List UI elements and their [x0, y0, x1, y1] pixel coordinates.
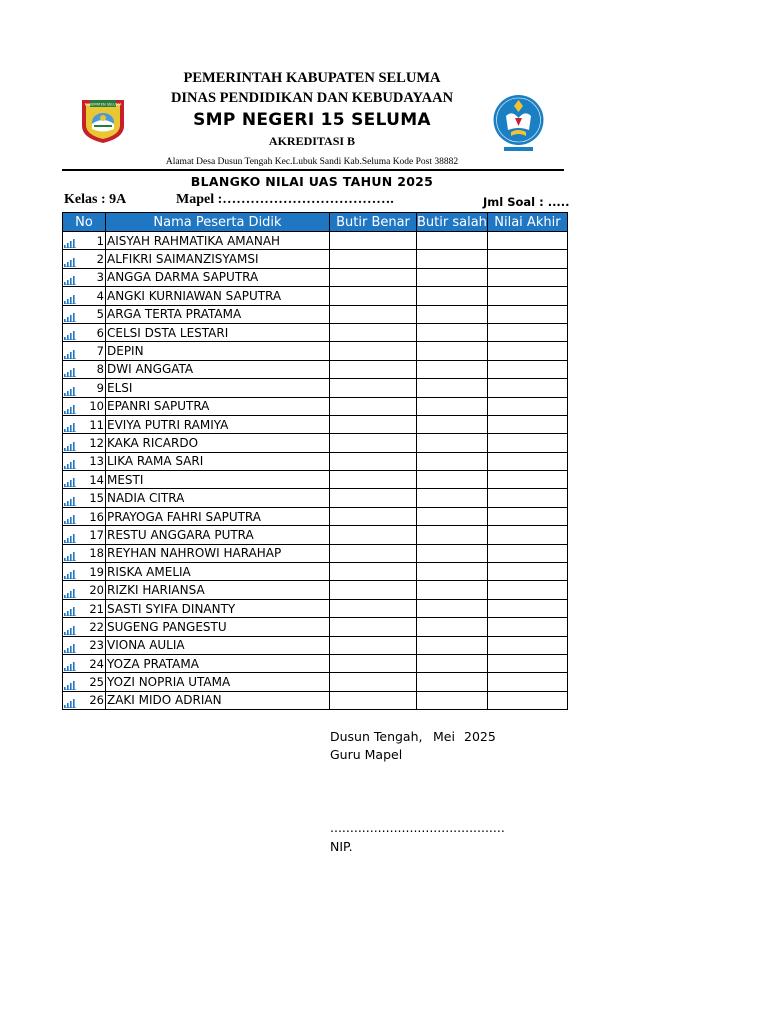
table-body: [63, 232, 568, 710]
cell-no: [63, 581, 106, 599]
cell-no: [63, 599, 106, 617]
row-number: 13: [89, 454, 104, 469]
cell-correct[interactable]: [330, 526, 417, 544]
cell-student-name: RESTU ANGGARA PUTRA: [106, 526, 330, 544]
row-number: 4: [96, 288, 104, 303]
table-row: [63, 526, 568, 544]
cell-no: [63, 691, 106, 709]
cell-wrong[interactable]: [417, 489, 488, 507]
cell-student-name: KAKA RICARDO: [106, 434, 330, 452]
cell-final-score[interactable]: [487, 360, 567, 378]
cell-student-name: EPANRI SAPUTRA: [106, 397, 330, 415]
cell-final-score[interactable]: [487, 379, 567, 397]
cell-student-name: PRAYOGA FAHRI SAPUTRA: [106, 507, 330, 525]
cell-correct[interactable]: [330, 599, 417, 617]
class-label: Kelas : 9A: [64, 192, 127, 207]
cell-correct[interactable]: [330, 691, 417, 709]
row-number: 8: [96, 362, 104, 377]
cell-correct[interactable]: [330, 544, 417, 562]
cell-wrong[interactable]: [417, 544, 488, 562]
cell-correct[interactable]: [330, 563, 417, 581]
cell-student-name: ARGA TERTA PRATAMA: [106, 305, 330, 323]
bar-signal-icon: [64, 624, 76, 635]
bar-signal-icon: [64, 642, 76, 653]
cell-wrong[interactable]: [417, 471, 488, 489]
table-row: [63, 305, 568, 323]
cell-student-name: SUGENG PANGESTU: [106, 618, 330, 636]
cell-wrong[interactable]: [417, 599, 488, 617]
bar-signal-icon: [64, 311, 76, 322]
cell-correct[interactable]: [330, 287, 417, 305]
signature-place: Dusun Tengah,: [330, 729, 423, 744]
table-row: [63, 489, 568, 507]
row-number: 9: [96, 380, 104, 395]
cell-final-score[interactable]: [487, 581, 567, 599]
cell-correct[interactable]: [330, 434, 417, 452]
cell-final-score[interactable]: [487, 268, 567, 286]
row-number: 12: [89, 435, 104, 450]
cell-correct[interactable]: [330, 452, 417, 470]
row-number: 14: [89, 472, 104, 487]
row-number: 2: [96, 252, 104, 267]
table-row: [63, 397, 568, 415]
cell-student-name: DEPIN: [106, 342, 330, 360]
bar-signal-icon: [64, 513, 76, 524]
cell-no: [63, 636, 106, 654]
cell-no: [63, 563, 106, 581]
cell-student-name: REYHAN NAHROWI HARAHAP: [106, 544, 330, 562]
cell-wrong[interactable]: [417, 563, 488, 581]
header-divider: [62, 169, 564, 171]
column-header-wrong: Butir salah: [417, 214, 487, 230]
cell-final-score[interactable]: [487, 618, 567, 636]
table-row: [63, 323, 568, 341]
cell-final-score[interactable]: [487, 691, 567, 709]
grade-table: [62, 212, 568, 710]
cell-final-score[interactable]: [487, 232, 567, 250]
cell-final-score[interactable]: [487, 507, 567, 525]
cell-no: [63, 268, 106, 286]
cell-wrong[interactable]: [417, 415, 488, 433]
cell-student-name: SASTI SYIFA DINANTY: [106, 599, 330, 617]
bar-signal-icon: [64, 403, 76, 414]
cell-no: [63, 323, 106, 341]
bar-signal-icon: [64, 329, 76, 340]
cell-correct[interactable]: [330, 673, 417, 691]
cell-wrong[interactable]: [417, 507, 488, 525]
cell-student-name: AISYAH RAHMATIKA AMANAH: [106, 232, 330, 250]
bar-signal-icon: [64, 458, 76, 469]
cell-no: [63, 379, 106, 397]
cell-no: [63, 250, 106, 268]
row-number: 19: [89, 564, 104, 579]
bar-signal-icon: [64, 532, 76, 543]
table-row: [63, 287, 568, 305]
cell-wrong[interactable]: [417, 397, 488, 415]
cell-wrong[interactable]: [417, 379, 488, 397]
cell-no: [63, 489, 106, 507]
cell-final-score[interactable]: [487, 489, 567, 507]
department-title: DINAS PENDIDIKAN DAN KEBUDAYAAN: [170, 90, 454, 106]
cell-student-name: RIZKI HARIANSA: [106, 581, 330, 599]
row-number: 5: [96, 307, 104, 322]
table-header-row: [63, 213, 568, 232]
cell-student-name: ANGGA DARMA SAPUTRA: [106, 268, 330, 286]
bar-signal-icon: [64, 237, 76, 248]
cell-no: [63, 232, 106, 250]
cell-wrong[interactable]: [417, 673, 488, 691]
cell-final-score[interactable]: [487, 526, 567, 544]
subject-label: Mapel :……………………………….: [176, 192, 394, 207]
cell-student-name: YOZA PRATAMA: [106, 654, 330, 672]
cell-student-name: EVIYA PUTRI RAMIYA: [106, 415, 330, 433]
bar-signal-icon: [64, 550, 76, 561]
cell-wrong[interactable]: [417, 305, 488, 323]
bar-signal-icon: [64, 366, 76, 377]
cell-student-name: ZAKI MIDO ADRIAN: [106, 691, 330, 709]
school-address: Alamat Desa Dusun Tengah Kec.Lubuk Sandi Kab.Seluma Kode Post 38882: [165, 157, 459, 167]
row-number: 25: [89, 675, 104, 690]
cell-no: [63, 287, 106, 305]
cell-final-score[interactable]: [487, 323, 567, 341]
cell-wrong[interactable]: [417, 636, 488, 654]
cell-wrong[interactable]: [417, 434, 488, 452]
column-header-name: Nama Peserta Didik: [106, 213, 330, 232]
row-number: 15: [89, 491, 104, 506]
cell-final-score[interactable]: [487, 544, 567, 562]
cell-final-score[interactable]: [487, 305, 567, 323]
row-number: 20: [89, 583, 104, 598]
cell-student-name: ELSI: [106, 379, 330, 397]
cell-final-score[interactable]: [487, 434, 567, 452]
cell-no: [63, 471, 106, 489]
cell-correct[interactable]: [330, 360, 417, 378]
cell-no: [63, 397, 106, 415]
bar-signal-icon: [64, 495, 76, 506]
cell-final-score[interactable]: [487, 654, 567, 672]
cell-student-name: DWI ANGGATA: [106, 360, 330, 378]
bar-signal-icon: [64, 605, 76, 616]
row-number: 23: [89, 638, 104, 653]
cell-final-score[interactable]: [487, 673, 567, 691]
bar-signal-icon: [64, 421, 76, 432]
table-row: [63, 268, 568, 286]
cell-correct[interactable]: [330, 232, 417, 250]
signature-line: ............................................: [330, 820, 505, 835]
cell-correct[interactable]: [330, 507, 417, 525]
cell-correct[interactable]: [330, 323, 417, 341]
table-row: [63, 673, 568, 691]
cell-correct[interactable]: [330, 415, 417, 433]
bar-signal-icon: [64, 256, 76, 267]
cell-wrong[interactable]: [417, 250, 488, 268]
table-row: [63, 232, 568, 250]
cell-wrong[interactable]: [417, 452, 488, 470]
cell-wrong[interactable]: [417, 287, 488, 305]
cell-correct[interactable]: [330, 489, 417, 507]
cell-final-score[interactable]: [487, 397, 567, 415]
cell-no: [63, 360, 106, 378]
cell-correct[interactable]: [330, 342, 417, 360]
bar-signal-icon: [64, 274, 76, 285]
cell-final-score[interactable]: [487, 342, 567, 360]
bar-signal-icon: [64, 440, 76, 451]
table-row: [63, 507, 568, 525]
table-row: [63, 379, 568, 397]
cell-correct[interactable]: [330, 581, 417, 599]
form-title: BLANGKO NILAI UAS TAHUN 2025: [190, 174, 434, 189]
cell-correct[interactable]: [330, 268, 417, 286]
table-row: [63, 563, 568, 581]
cell-wrong[interactable]: [417, 232, 488, 250]
table-row: [63, 654, 568, 672]
cell-correct[interactable]: [330, 654, 417, 672]
table-row: [63, 452, 568, 470]
signature-role: Guru Mapel: [330, 747, 403, 762]
table-row: [63, 599, 568, 617]
cell-wrong[interactable]: [417, 581, 488, 599]
table-row: [63, 434, 568, 452]
bar-signal-icon: [64, 293, 76, 304]
school-name: SMP NEGERI 15 SELUMA: [193, 110, 431, 130]
cell-correct[interactable]: [330, 379, 417, 397]
row-number: 10: [89, 399, 104, 414]
table-row: [63, 415, 568, 433]
cell-final-score[interactable]: [487, 287, 567, 305]
table-row: [63, 618, 568, 636]
cell-wrong[interactable]: [417, 342, 488, 360]
cell-student-name: YOZI NOPRIA UTAMA: [106, 673, 330, 691]
table-row: [63, 691, 568, 709]
cell-correct[interactable]: [330, 636, 417, 654]
cell-final-score[interactable]: [487, 599, 567, 617]
cell-no: [63, 507, 106, 525]
table-row: [63, 360, 568, 378]
question-count-label: Jml Soal : .....: [483, 195, 570, 209]
bar-signal-icon: [64, 568, 76, 579]
row-number: 16: [89, 509, 104, 524]
column-header-no: No: [63, 213, 106, 232]
row-number: 22: [89, 619, 104, 634]
bar-signal-icon: [64, 348, 76, 359]
signature-year: 2025: [464, 729, 496, 744]
row-number: 21: [89, 601, 104, 616]
table-row: [63, 471, 568, 489]
cell-correct[interactable]: [330, 618, 417, 636]
column-header-correct: Butir Benar: [330, 213, 417, 232]
bar-signal-icon: [64, 679, 76, 690]
row-number: 7: [96, 344, 104, 359]
row-number: 6: [96, 325, 104, 340]
row-number: 24: [89, 656, 104, 671]
signature-nip: NIP.: [330, 839, 353, 854]
cell-student-name: NADIA CITRA: [106, 489, 330, 507]
cell-correct[interactable]: [330, 397, 417, 415]
government-title: PEMERINTAH KABUPATEN SELUMA: [183, 70, 441, 86]
bar-signal-icon: [64, 587, 76, 598]
cell-no: [63, 526, 106, 544]
cell-correct[interactable]: [330, 305, 417, 323]
table-row: [63, 544, 568, 562]
cell-no: [63, 618, 106, 636]
row-number: 26: [89, 693, 104, 708]
row-number: 1: [96, 233, 104, 248]
row-number: 17: [89, 527, 104, 542]
cell-student-name: LIKA RAMA SARI: [106, 452, 330, 470]
cell-student-name: MESTI: [106, 471, 330, 489]
signature-month: Mei: [433, 729, 455, 744]
cell-no: [63, 415, 106, 433]
cell-wrong[interactable]: [417, 526, 488, 544]
cell-wrong[interactable]: [417, 654, 488, 672]
accreditation: AKREDITASI B: [268, 134, 356, 148]
cell-final-score[interactable]: [487, 452, 567, 470]
cell-final-score[interactable]: [487, 636, 567, 654]
cell-student-name: VIONA AULIA: [106, 636, 330, 654]
cell-student-name: CELSI DSTA LESTARI: [106, 323, 330, 341]
cell-no: [63, 452, 106, 470]
cell-no: [63, 305, 106, 323]
bar-signal-icon: [64, 476, 76, 487]
table-row: [63, 636, 568, 654]
cell-no: [63, 544, 106, 562]
cell-student-name: ANGKI KURNIAWAN SAPUTRA: [106, 287, 330, 305]
cell-wrong[interactable]: [417, 360, 488, 378]
cell-student-name: RISKA AMELIA: [106, 563, 330, 581]
row-number: 3: [96, 270, 104, 285]
column-header-final-score: Nilai Akhir: [487, 213, 567, 232]
cell-final-score[interactable]: [487, 415, 567, 433]
cell-correct[interactable]: [330, 471, 417, 489]
cell-no: [63, 434, 106, 452]
cell-wrong[interactable]: [417, 323, 488, 341]
cell-no: [63, 654, 106, 672]
cell-wrong[interactable]: [417, 268, 488, 286]
bar-signal-icon: [64, 697, 76, 708]
logo-left-text: KABUPATEN SELUMA: [84, 102, 122, 107]
table-row: [63, 250, 568, 268]
bar-signal-icon: [64, 660, 76, 671]
cell-correct[interactable]: [330, 250, 417, 268]
cell-no: [63, 342, 106, 360]
cell-no: [63, 673, 106, 691]
cell-wrong[interactable]: [417, 618, 488, 636]
cell-wrong[interactable]: [417, 691, 488, 709]
cell-final-score[interactable]: [487, 563, 567, 581]
table-row: [63, 342, 568, 360]
bar-signal-icon: [64, 385, 76, 396]
cell-final-score[interactable]: [487, 250, 567, 268]
row-number: 18: [89, 546, 104, 561]
row-number: 11: [89, 417, 104, 432]
cell-student-name: ALFIKRI SAIMANZISYAMSI: [106, 250, 330, 268]
table-row: [63, 581, 568, 599]
cell-final-score[interactable]: [487, 471, 567, 489]
